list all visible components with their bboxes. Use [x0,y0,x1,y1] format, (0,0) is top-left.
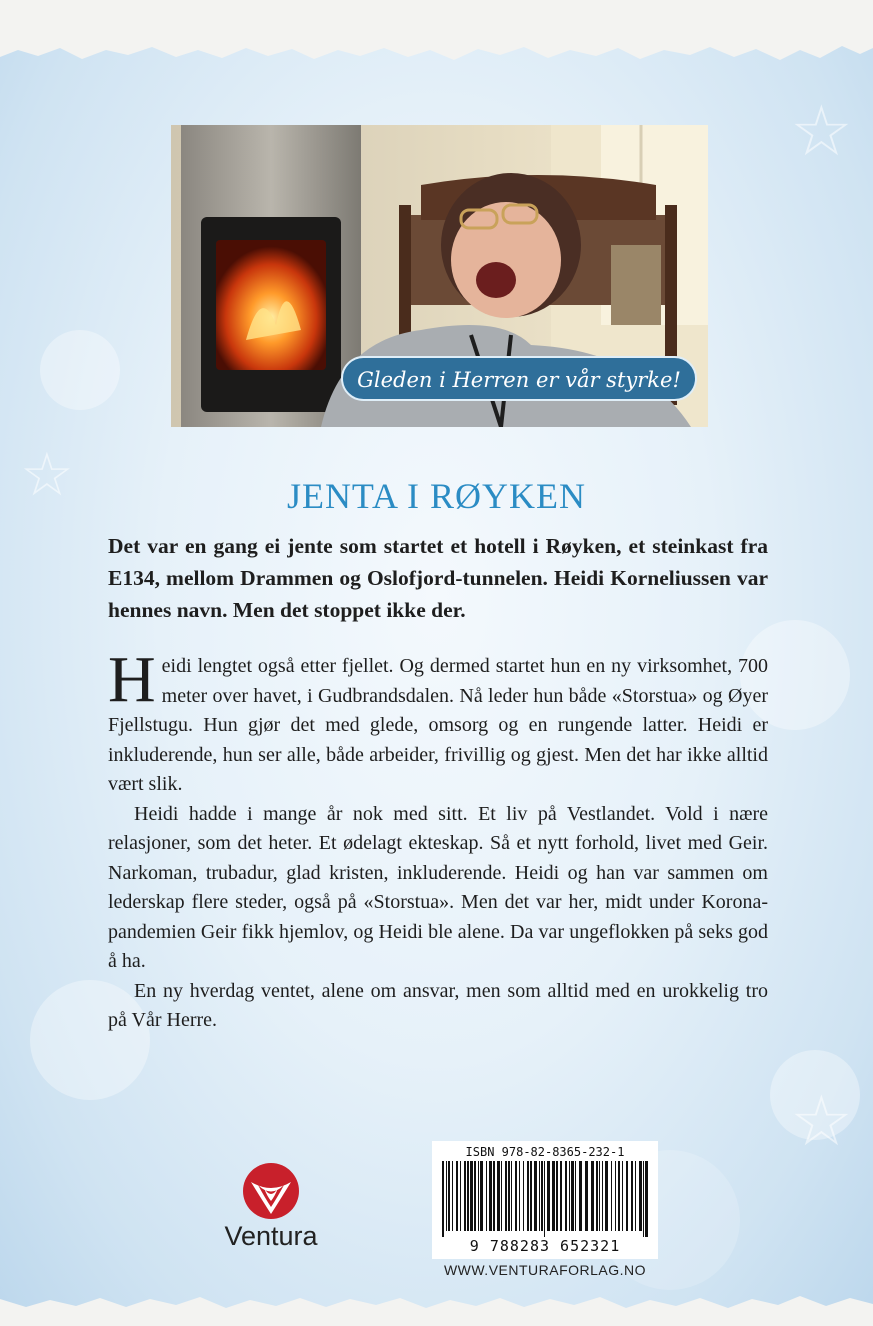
barcode-bar [615,1161,616,1231]
barcode-bar [486,1161,487,1231]
isbn-label: ISBN 978-82-8365-232-1 [465,1145,625,1159]
barcode-bar [556,1161,558,1231]
barcode-bar [442,1161,444,1237]
photo-caption-banner: Gleden i Herren er vår styrke! [341,356,697,401]
barcode-bar [571,1161,574,1231]
barcode-digits: 9 788283 652321 [469,1237,621,1255]
barcode-bar [579,1161,582,1231]
barcode-bar [560,1161,562,1231]
barcode-bar [470,1161,473,1231]
barcode-bar [448,1161,450,1231]
book-title: JENTA I RØYKEN [286,476,587,516]
barcode-bar [511,1161,512,1231]
star-decoration: ☆ [790,1080,853,1162]
barcode-bar [585,1161,588,1231]
barcode-bar [446,1161,447,1231]
barcode-bar [534,1161,537,1231]
barcode-bar [635,1161,636,1231]
barcode-bar [618,1161,620,1231]
body-paragraph-2: Heidi hadde i mange år nok med sitt. Et liv på Vestlandet. Vold i nære relasjoner, som det heter. Et ødelagt ekteskap. Så et nytt forhold, livet med Geir. Narkoman, trubadur, glad kristen, inkluderende. Heidi og han var sammen om lederskap flere steder, også på «Storstua». Men det var her, midt under Korona-pandemien Geir fikk hjemlov, og Heidi ble alene. Da var ungeflokken på seks god å ha. [108,802,768,972]
star-decoration: ☆ [790,90,853,172]
barcode-bar [622,1161,623,1231]
barcode-bar [523,1161,524,1231]
barcode-bar [539,1161,540,1231]
barcode-bar [645,1161,648,1237]
barcode-bar [478,1161,479,1231]
barcode-bar [456,1161,458,1231]
body-paragraph-1 [108,643,768,800]
barcode-bar [575,1161,576,1231]
torn-paper-bottom [0,1286,873,1326]
barcode-bar [464,1161,466,1231]
barcode-bar [489,1161,492,1231]
publisher-name: Ventura [224,1221,318,1251]
barcode-bar [508,1161,510,1231]
intro-paragraph: Det var en gang ei jente som startet et hotell i Røyken, et steinkast fra E134, mellom Drammen og Oslofjord-tunnelen. Heidi Korneliussen var hennes navn. Men det stoppet ikke der. [108,534,768,622]
body-paragraph-1-text: eidi lengtet også etter fjellet. Og dermed startet hun en ny virksomhet, 700 meter over havet, i Gudbrandsdalen. Nå leder hun både «Storstua» og Øyer Fjellstugu. Hun gjør det med glede, omsorg og en rungende latter. Heidi er inkluderende, hun ser alle, både arbeider, frivillig og gjest. Men det har ikke alltid vært slik. [108,655,768,795]
barcode-bar [611,1161,612,1231]
barcode-bar [497,1161,500,1231]
barcode-bar [602,1161,603,1231]
star-decoration: ☆ [20,440,74,510]
barcode-bar [460,1161,461,1231]
torn-paper-top [0,0,873,70]
barcode-bar [530,1161,532,1231]
barcode-bar [474,1161,476,1231]
barcode-bar [480,1161,483,1231]
barcode-bars [440,1161,650,1237]
body-paragraph-3: En ny hverdag ventet, alene om ansvar, men som alltid med en urokkelig tro på Vår Herre. [108,979,768,1031]
barcode-bar [599,1161,600,1231]
barcode-bar [552,1161,555,1231]
barcode-bar [519,1161,520,1231]
barcode-bar [591,1161,594,1231]
drop-cap: H [108,643,156,716]
body-text [108,643,768,1036]
barcode-bar [639,1161,642,1231]
barcode-bar [501,1161,502,1231]
publisher-website: WWW.VENTURAFORLAG.NO [443,1262,647,1278]
barcode-bar [505,1161,507,1231]
isbn-barcode [432,1141,658,1259]
barcode-bar [515,1161,517,1231]
barcode-bar [541,1161,543,1231]
barcode-bar [626,1161,628,1231]
barcode-bar [569,1161,570,1231]
barcode-bar [596,1161,598,1231]
bokeh-light [40,330,120,410]
barcode-bar [547,1161,550,1231]
barcode-bar [493,1161,495,1231]
barcode-bar [527,1161,529,1231]
barcode-bar [605,1161,608,1231]
barcode-bar [452,1161,453,1231]
cover-photo [171,125,708,427]
barcode-bar [565,1161,567,1231]
barcode-bar [467,1161,469,1231]
barcode-bar [643,1161,644,1237]
barcode-bar [544,1161,545,1237]
barcode-bar [631,1161,633,1231]
